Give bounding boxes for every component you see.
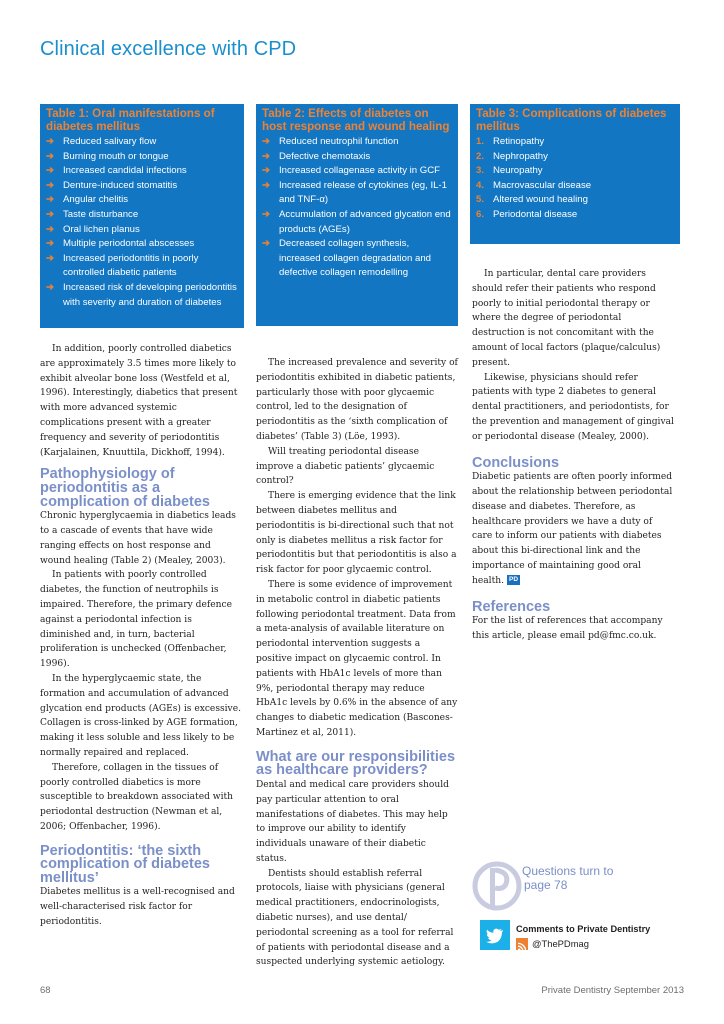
list-item: 1. Retinopathy — [476, 135, 674, 150]
arrow-icon: ➔ — [46, 194, 55, 206]
list-item: 4. Macrovascular disease — [476, 179, 674, 194]
table-2-title: Table 2: Effects of diabetes on host response and wound healing — [262, 107, 450, 133]
pd-logo-icon — [472, 860, 522, 912]
twitter-icon[interactable] — [480, 920, 510, 950]
arrow-icon: ➔ — [46, 165, 55, 177]
column-1 — [40, 342, 242, 930]
list-item: ➔ Defective chemotaxis — [262, 150, 452, 165]
list-number: 5. — [476, 194, 485, 206]
section-heading: Pathophysiology of periodontitis as a complication of diabetes — [40, 466, 210, 510]
list-item: ➔ Decreased collagen synthesis, increased collagen degradation and defective collagen remodelling — [262, 238, 432, 279]
body-paragraph: Chronic hyperglycaemia in diabetics leads to a cascade of events that have wide ranging effects on host response and wound healing (Table 2) (Mealey, 2003). — [40, 511, 236, 566]
list-number: 1. — [476, 136, 485, 147]
promo-text: Questions turn to page 78 — [522, 864, 614, 892]
list-item: 6. Periodontal disease — [476, 208, 674, 223]
arrow-icon: ➔ — [46, 238, 55, 250]
list-item: 2. Nephropathy — [476, 150, 674, 165]
table-3-title: Table 3: Complications of diabetes mellitus — [476, 107, 667, 133]
arrow-icon: ➔ — [46, 252, 55, 264]
arrow-icon: ➔ — [262, 238, 271, 250]
arrow-icon: ➔ — [46, 281, 55, 293]
body-paragraph: In addition, poorly controlled diabetics are approximately 3.5 times more likely to exhibit alveolar bone loss (Westfeld et al, 1996). Interestingly, diabetics that present with more advanced systemic complications present with a greater frequency and severity of periodontitis (Karjalainen, Knuuttila, Dickhoff, 1994). — [40, 344, 238, 458]
twitter-handle-link[interactable]: @ThePDmag — [532, 938, 589, 949]
table-1-list — [46, 135, 238, 310]
page-number: 68 — [40, 985, 51, 996]
list-item: ➔ Increased risk of developing periodontitis with severity and duration of diabetes — [46, 281, 237, 308]
arrow-icon: ➔ — [46, 223, 55, 235]
body-paragraph: Will treating periodontal disease improve a diabetic patients’ glycaemic control? — [256, 446, 435, 487]
list-item: ➔ Reduced neutrophil function — [262, 135, 452, 150]
social-title: Comments to Private Dentistry — [516, 924, 651, 934]
body-paragraph: In the hyperglycaemic state, the formation and accumulation of advanced glycation end products (AGEs) is excessive. Collagen is cross-linked by AGE formation, making it less soluble and less likely to be normally repaired and replaced. — [40, 673, 241, 758]
promo-box — [470, 860, 680, 980]
list-item: 3. Neuropathy — [476, 164, 674, 179]
arrow-icon: ➔ — [46, 179, 55, 191]
arrow-icon: ➔ — [262, 208, 271, 220]
body-paragraph: The increased prevalence and severity of periodontitis exhibited in diabetic patients, particularly those with poor glycaemic control, led to the designation of periodontitis as the ‘sixth complication of diabetes’ (Table 3) (Löe, 1993). — [256, 358, 458, 442]
table-1-title: Table 1: Oral manifestations of diabetes mellitus — [46, 107, 215, 133]
arrow-icon: ➔ — [262, 150, 271, 162]
arrow-icon: ➔ — [46, 208, 55, 220]
list-item: ➔ Increased collagenase activity in GCF — [262, 164, 452, 179]
body-paragraph: Diabetic patients are often poorly informed about the relationship between periodontal disease and diabetes. Therefore, as healthcare providers we have a duty of care to inform our patients with diabetes about this bi-directional link and the importance of maintaining good oral health. PD — [472, 472, 673, 586]
section-heading: What are our responsibilities as healthcare providers? — [256, 748, 456, 779]
arrow-icon: ➔ — [46, 136, 55, 147]
body-paragraph: Therefore, collagen in the tissues of poorly controlled diabetics is more susceptible to breakdown associated with periodontal destruction (Newman et al, 2006; Offenbacher, 1996). — [40, 762, 233, 832]
section-heading: Periodontitis: ‘the sixth complication of diabetes mellitus’ — [40, 842, 210, 886]
publication-footer: Private Dentistry September 2013 — [541, 985, 684, 996]
list-item: ➔ Taste disturbance — [46, 208, 238, 223]
arrow-icon: ➔ — [262, 165, 271, 177]
pd-end-badge: PD — [508, 575, 519, 583]
body-paragraph: There is some evidence of improvement in metabolic control in diabetic patients following periodontal treatment. Data from a meta-analysis of available literature on periodontal intervention suggests a positive impact on glycaemic control. In patients with HbA1c levels of more than 9%, periodontal therapy may reduce HbA1c levels by 0.6% in the absence of any changes to diabetic medication (Bascones-Martinez et al, 2011). — [256, 579, 458, 738]
body-paragraph: Dentists should establish referral protocols, liaise with physicians (general medical practitioners, endocrinologists, diabetic nurses), and use dental/ periodontal screening as a tool for referral of patients with periodontal disease and a suspected underlying systemic aetiology. — [256, 868, 454, 968]
list-item: ➔ Reduced salivary flow — [46, 135, 238, 150]
list-item: ➔ Denture-induced stomatitis — [46, 179, 238, 194]
column-3 — [472, 267, 674, 644]
list-item: ➔ Multiple periodontal abscesses — [46, 237, 238, 252]
list-number: 4. — [476, 179, 485, 191]
rss-icon[interactable] — [516, 938, 528, 950]
body-paragraph: Diabetes mellitus is a well-recognised and well-characterised risk factor for periodontitis. — [40, 887, 235, 928]
body-paragraph: For the list of references that accompany this article, please email pd@fmc.co.uk. — [472, 616, 663, 641]
list-number: 3. — [476, 165, 485, 177]
table-1-box — [40, 104, 244, 328]
body-paragraph: In particular, dental care providers should refer their patients who respond poorly to initial periodontal therapy or where the degree of periodontal destruction is not concomitant with the amount of local factors (plaque/calculus) present. — [472, 269, 661, 368]
arrow-icon: ➔ — [46, 150, 55, 162]
section-heading: Conclusions — [472, 454, 560, 471]
table-3-box — [470, 104, 680, 244]
page-header-title: Clinical excellence with CPD — [40, 38, 297, 60]
body-paragraph: In patients with poorly controlled diabetes, the function of neutrophils is impaired. Therefore, the primary defence against a periodontal infection is diminished and, in turn, bacterial proliferation is unchecked (Offenbacher, 1996). — [40, 570, 232, 670]
section-heading: References — [472, 598, 551, 615]
column-2 — [256, 356, 458, 970]
arrow-icon: ➔ — [262, 179, 271, 191]
table-2-box — [256, 104, 458, 326]
list-item: ➔ Accumulation of advanced glycation end products (AGEs) — [262, 208, 451, 235]
list-item: 5. Altered wound healing — [476, 193, 674, 208]
body-paragraph: There is emerging evidence that the link between diabetes mellitus and periodontitis is bi-directional such that not only is diabetes mellitus a risk factor for periodontitis but that periodontitis is also a risk factor for poor glycaemic control. — [256, 491, 457, 576]
list-item: ➔ Oral lichen planus — [46, 223, 238, 238]
list-item: ➔ Burning mouth or tongue — [46, 150, 238, 165]
list-item: ➔ Increased periodontitis in poorly controlled diabetic patients — [46, 252, 199, 279]
list-item: ➔ Angular chelitis — [46, 193, 238, 208]
list-number: 2. — [476, 150, 485, 162]
list-item: ➔ Increased candidal infections — [46, 164, 238, 179]
list-number: 6. — [476, 208, 485, 220]
table-3-list — [476, 135, 674, 223]
list-item: ➔ Increased release of cytokines (eg, IL-1 and TNF-α) — [262, 179, 447, 206]
arrow-icon: ➔ — [262, 136, 271, 147]
table-2-list — [262, 135, 452, 281]
body-paragraph: Likewise, physicians should refer patients with type 2 diabetes to general dental practitioners, and periodontists, for the prevention and management of gingival or periodontal disease (Mealey, 2000). — [472, 372, 674, 442]
body-paragraph: Dental and medical care providers should pay particular attention to oral manifestations of diabetes. This may help to improve our ability to identify individuals unaware of their diabetic status. — [256, 779, 449, 864]
